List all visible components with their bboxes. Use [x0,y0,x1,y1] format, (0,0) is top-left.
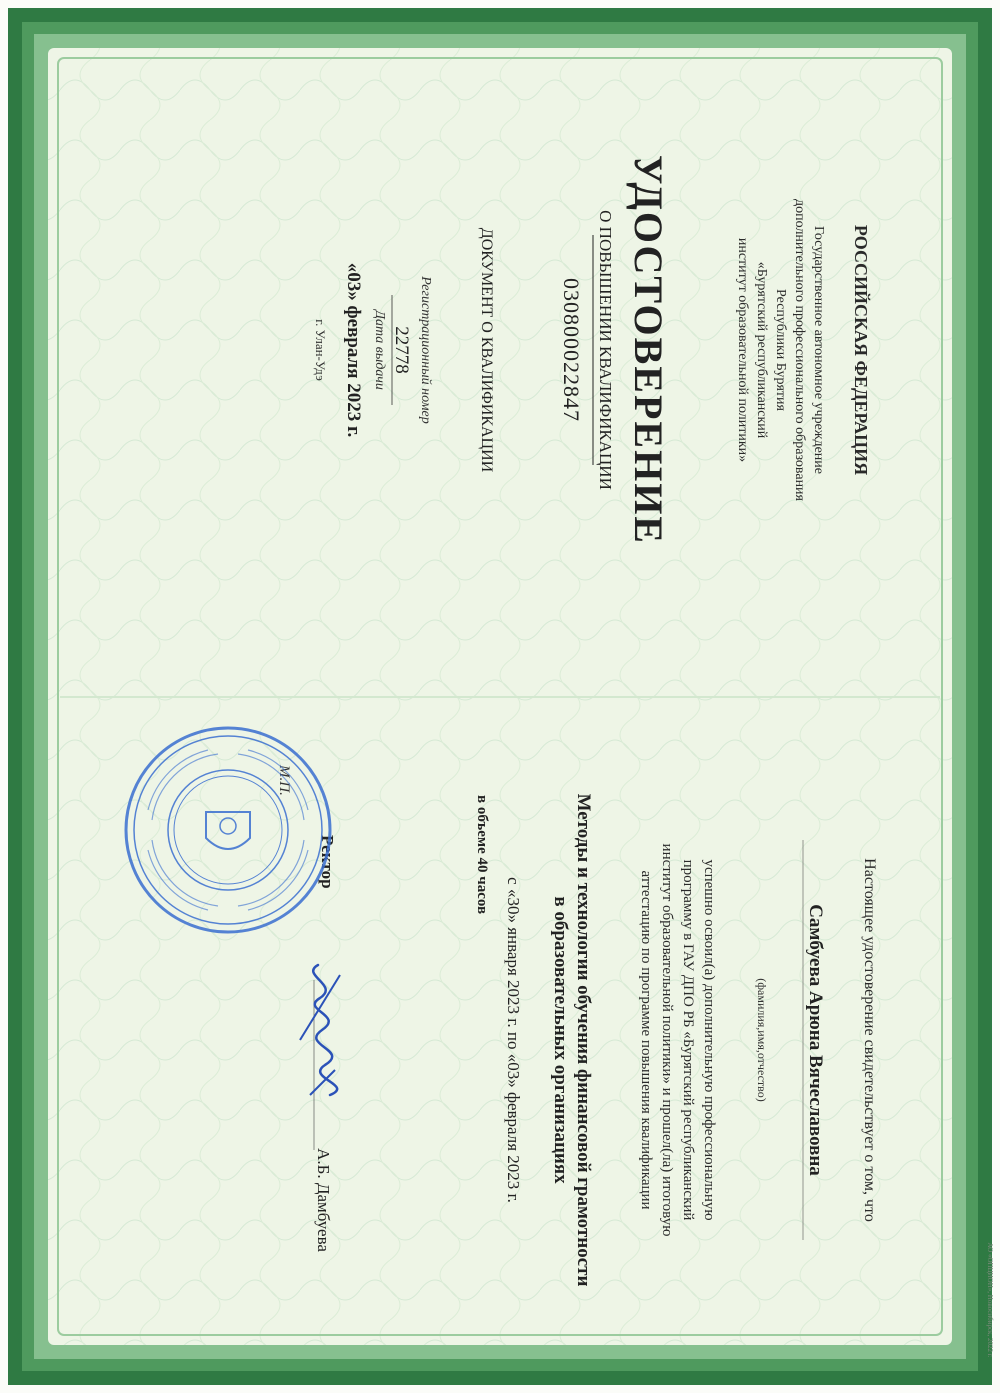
city: г. Улан-Удэ [313,319,328,381]
rector-name: А.Б. Дамбуева [314,1148,333,1252]
document-title: УДОСТОВЕРЕНИЕ [626,155,671,545]
program-title-line-1: Методы и технологии обучения финансовой грамотности [573,793,594,1287]
body-line-4: аттестацию по программе повышения квалификации [638,870,654,1210]
issue-date-label: Дата выдачи [372,310,387,390]
holder-full-name: Самбуева Арюна Вячеславовна [805,904,826,1176]
registration-number: 22778 [391,326,412,374]
intro-text: Настоящее удостоверение свидетельствует о том, что [861,858,878,1222]
org-line-1: Государственное автономное учреждение [811,226,826,474]
program-title-line-2: в образовательных организациях [550,896,571,1184]
training-volume: в объеме 40 часов [474,795,490,915]
name-caption: (фамилия,имя,отчество) [755,978,769,1102]
document-number: 030800022847 [559,278,584,422]
body-line-2: программу в ГАУ ДПО РБ «Бурятский республиканский [680,859,696,1221]
stamp-place-label: М.П. [276,765,292,796]
body-line-3: институт образовательной политики» и прошел(ла) итоговую [659,843,675,1237]
rector-label: Ректор [318,835,337,889]
org-line-4: «Бурятский республиканский [754,261,769,439]
training-period: с «30» января 2023 г. по «03» февраля 2023 г. [504,877,523,1203]
registration-label: Регистрационный номер [418,276,433,424]
printer-imprint: АО «ОПЦИОН», Новосибирск, 2022 г. [986,1242,994,1358]
document-subtitle: О ПОВЫШЕНИИ КВАЛИФИКАЦИИ [596,210,615,490]
org-line-3: Республики Бурятия [773,289,788,411]
document-type: ДОКУМЕНТ О КВАЛИФИКАЦИИ [478,227,495,473]
country-label: РОССИЙСКАЯ ФЕДЕРАЦИЯ [851,224,871,476]
body-line-1: успешно освоил(а) дополнительную профессиональную [701,859,717,1221]
issue-date: «03» февраля 2023 г. [343,262,364,438]
decorative-frame [8,8,992,1385]
org-line-2: дополнительного профессионального образования [792,199,807,501]
org-line-5: институт образовательной политики» [735,237,750,463]
